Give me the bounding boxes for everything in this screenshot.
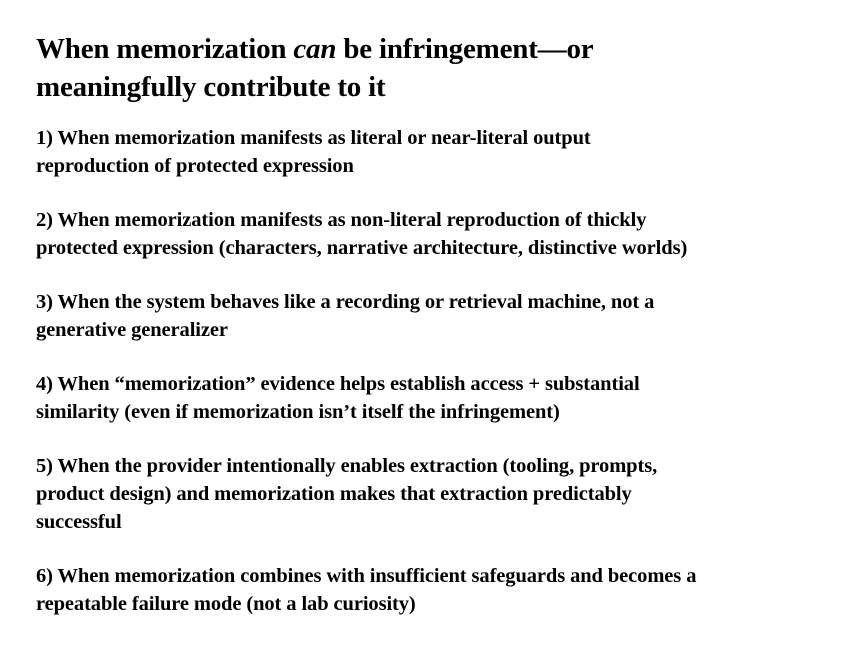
list-item-2 bbox=[36, 206, 851, 262]
list-item-6-line-1: 6) When memorization combines with insufficient safeguards and becomes a bbox=[36, 565, 697, 587]
list-item-2-line-1: 2) When memorization manifests as non-literal reproduction of thickly bbox=[36, 209, 647, 231]
list-item-1-line-1: 1) When memorization manifests as literal or near-literal output bbox=[36, 127, 591, 149]
list-item-1-line-2: reproduction of protected expression bbox=[36, 155, 354, 177]
list-item-4-line-1: 4) When “memorization” evidence helps establish access + substantial bbox=[36, 373, 640, 395]
list-item-3-line-2: generative generalizer bbox=[36, 319, 228, 341]
list-item-6-line-2: repeatable failure mode (not a lab curiosity) bbox=[36, 593, 416, 615]
list-item-3 bbox=[36, 288, 851, 344]
list-item-6 bbox=[36, 562, 851, 618]
document-page bbox=[36, 30, 851, 644]
list-item-4 bbox=[36, 370, 851, 426]
title-second-line: meaningfully contribute to it bbox=[36, 71, 386, 103]
list-item-5 bbox=[36, 452, 851, 536]
list-item-5-line-3: successful bbox=[36, 511, 122, 533]
title-text-start: When memorization bbox=[36, 33, 294, 65]
list-item-1 bbox=[36, 124, 851, 180]
list-item-3-line-1: 3) When the system behaves like a recording or retrieval machine, not a bbox=[36, 291, 655, 313]
title-text-end: be infringement—or bbox=[336, 33, 594, 65]
document-title bbox=[36, 30, 851, 106]
list-item-5-line-2: product design) and memorization makes that extraction predictably bbox=[36, 483, 632, 505]
list-item-5-line-1: 5) When the provider intentionally enables extraction (tooling, prompts, bbox=[36, 455, 658, 477]
list-item-2-line-2: protected expression (characters, narrative architecture, distinctive worlds) bbox=[36, 237, 688, 259]
list-item-4-line-2: similarity (even if memorization isn’t itself the infringement) bbox=[36, 401, 560, 423]
title-emphasis: can bbox=[293, 33, 337, 65]
